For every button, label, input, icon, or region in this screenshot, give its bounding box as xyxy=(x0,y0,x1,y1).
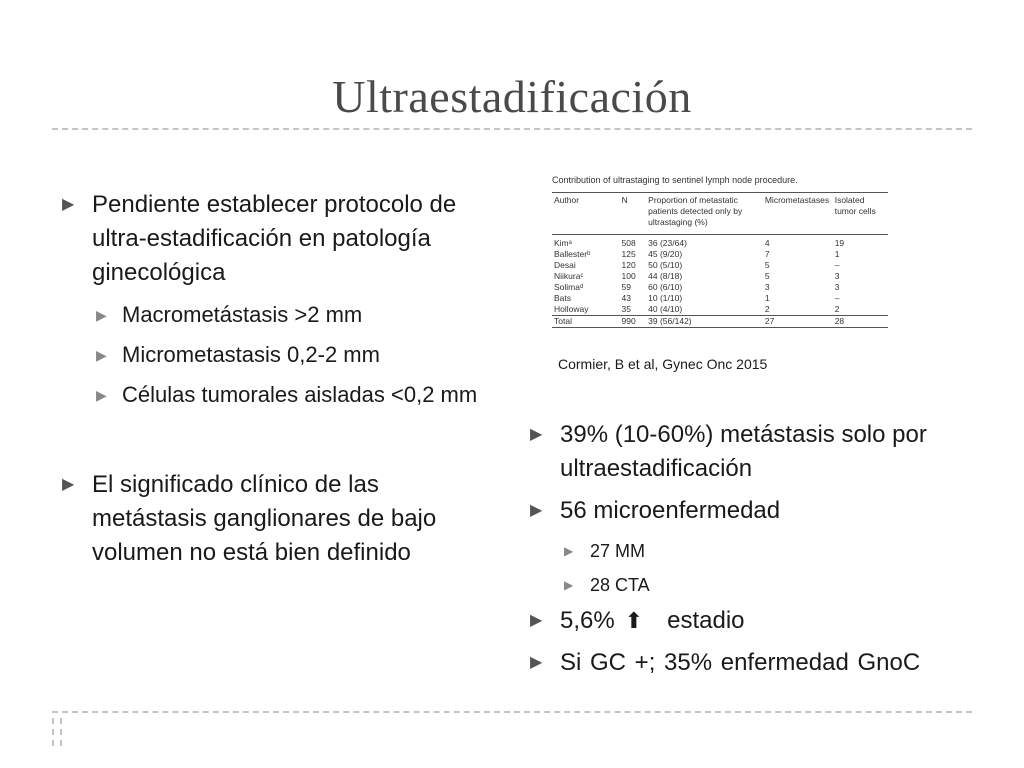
cell: 19 xyxy=(834,238,845,248)
table-row xyxy=(552,235,888,250)
footer-tick xyxy=(52,718,62,746)
bullet-text: Pendiente establecer protocolo de ultra-estadificación en patología ginecológica xyxy=(92,191,457,286)
bullet-arrow-icon: ▶ xyxy=(564,544,574,558)
bullet-protocol xyxy=(60,188,500,290)
table-row xyxy=(552,260,888,271)
subbullet-text: Células tumorales aisladas <0,2 mm xyxy=(122,382,478,407)
cell: Desai xyxy=(554,260,576,270)
right-bullet-list xyxy=(528,418,978,680)
cell: Bats xyxy=(554,293,572,303)
cell: 43 xyxy=(621,293,632,303)
bullet-stage-shift xyxy=(528,604,978,638)
bullet-arrow-icon: ▶ xyxy=(96,387,107,403)
cell: Ballesterᵇ xyxy=(554,249,591,259)
bullet-text: 39% (10-60%) metástasis solo por ultraestadificación xyxy=(560,421,927,482)
subbullet-text: Micrometastasis 0,2-2 mm xyxy=(122,342,380,367)
bullet-gnoc xyxy=(528,646,978,680)
slide-title: Ultraestadificación xyxy=(332,71,692,122)
cell: Niikuraᶜ xyxy=(554,271,584,281)
cell: 45 (9/20) xyxy=(648,249,683,259)
subbullet-text: Macrometástasis >2 mm xyxy=(122,302,363,327)
ultrastaging-table xyxy=(552,192,888,328)
bullet-arrow-icon: ▶ xyxy=(530,654,543,671)
cell: 1 xyxy=(834,249,840,259)
bullet-microdisease xyxy=(528,494,978,528)
cell: 27 xyxy=(763,316,833,328)
subbullet-micro xyxy=(60,338,500,372)
col-header-isolated-cells: Isolated tumor cells xyxy=(833,193,888,235)
bullet-arrow-icon: ▶ xyxy=(530,502,543,519)
cell: Solimaᵈ xyxy=(554,282,584,292)
cell: 2 xyxy=(834,304,840,314)
bullet-metastasis-rate xyxy=(528,418,978,486)
footer-divider xyxy=(52,711,972,713)
cell: Total xyxy=(552,316,620,328)
cell: 5 xyxy=(764,260,770,270)
stage-shift-text: estadio xyxy=(667,607,745,634)
table-row xyxy=(552,249,888,260)
left-column xyxy=(60,188,500,578)
col-header-n: N xyxy=(620,193,647,235)
bullet-text: 56 microenfermedad xyxy=(560,497,781,524)
subbullet-text: 28 CTA xyxy=(590,575,650,595)
cell: 120 xyxy=(621,260,636,270)
col-header-author: Author xyxy=(552,193,620,235)
cell: 7 xyxy=(764,249,770,259)
col-header-micrometastases: Micrometastases xyxy=(763,193,833,235)
bullet-arrow-icon: ▶ xyxy=(96,307,107,323)
table-caption: Contribution of ultrastaging to sentinel lymph node procedure. xyxy=(552,175,798,185)
subbullet-itc xyxy=(60,378,500,412)
stage-shift-value: 5,6% xyxy=(560,607,615,634)
cell: 4 xyxy=(764,238,770,248)
cell: 50 (5/10) xyxy=(648,260,683,270)
bullet-arrow-icon: ▶ xyxy=(96,347,107,363)
table-total-row xyxy=(552,316,888,328)
cell: 100 xyxy=(621,271,636,281)
bullet-arrow-icon: ▶ xyxy=(564,578,574,592)
cell: 3 xyxy=(764,282,770,292)
cell: 990 xyxy=(620,316,647,328)
cell: 36 (23/64) xyxy=(648,238,687,248)
cell: Holloway xyxy=(554,304,589,314)
cell: – xyxy=(834,293,840,303)
up-arrow-icon: ⬆︎ xyxy=(624,608,644,633)
cell: 2 xyxy=(764,304,770,314)
table-row xyxy=(552,304,888,316)
cell: 508 xyxy=(621,238,636,248)
bullet-arrow-icon: ▶ xyxy=(62,476,75,493)
cell: 10 (1/10) xyxy=(648,293,683,303)
table-source-citation: Cormier, B et al, Gynec Onc 2015 xyxy=(558,356,768,372)
cell: 44 (8/18) xyxy=(648,271,683,281)
bullet-significance xyxy=(60,468,500,570)
title-divider xyxy=(52,128,972,130)
right-column xyxy=(528,418,978,688)
cell: 40 (4/10) xyxy=(648,304,683,314)
table-row xyxy=(552,282,888,293)
cell: 60 (6/10) xyxy=(648,282,683,292)
left-bullet-list xyxy=(60,188,500,570)
subbullet-macro xyxy=(60,298,500,332)
bullet-arrow-icon: ▶ xyxy=(62,196,75,213)
cell: 59 xyxy=(621,282,632,292)
spacer xyxy=(60,418,500,468)
cell: Kimᵃ xyxy=(554,238,572,248)
subbullet-cta xyxy=(528,570,978,600)
cell: 125 xyxy=(621,249,636,259)
cell: 39 (56/142) xyxy=(646,316,763,328)
cell: – xyxy=(834,260,840,270)
bullet-arrow-icon: ▶ xyxy=(530,426,543,443)
table-row xyxy=(552,271,888,282)
bullet-arrow-icon: ▶ xyxy=(530,612,543,629)
subbullet-text: 27 MM xyxy=(590,541,646,561)
cell: 3 xyxy=(834,282,840,292)
cell: 5 xyxy=(764,271,770,281)
bullet-text: El significado clínico de las metástasis ganglionares de bajo volumen no está bien definido xyxy=(92,471,437,566)
cell: 1 xyxy=(764,293,770,303)
col-header-proportion: Proportion of metastatic patients detected only by ultrastaging (%) xyxy=(646,193,763,235)
cell: 3 xyxy=(834,271,840,281)
ultrastaging-table-figure xyxy=(552,174,912,346)
cell: 28 xyxy=(833,316,888,328)
cell: 35 xyxy=(621,304,632,314)
subbullet-mm xyxy=(528,536,978,566)
table-row xyxy=(552,293,888,304)
table-header-row xyxy=(552,193,888,235)
bullet-text: Si GC +; 35% enfermedad GnoC xyxy=(560,649,921,676)
